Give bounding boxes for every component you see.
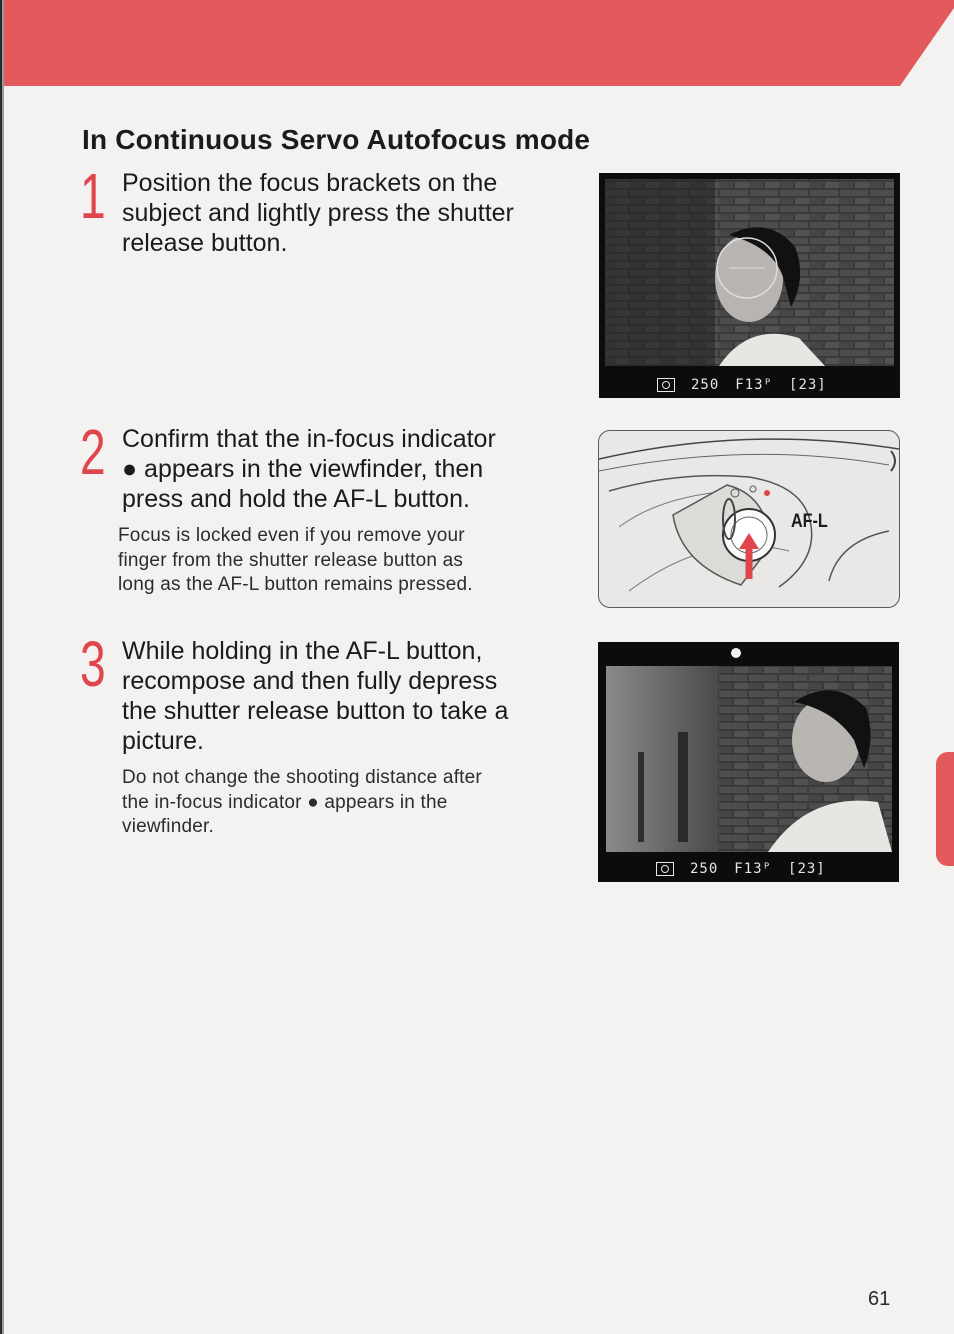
afl-button-diagram	[598, 430, 900, 608]
frame-count-readout: [23]	[789, 377, 827, 393]
viewfinder-image-2	[598, 642, 899, 882]
step-note: Focus is locked even if you remove your finger from the shutter release button as long as the AF-L button remains pressed.	[118, 525, 473, 595]
step-instruction: While holding in the AF-L button, recompose and then fully depress the shutter release button to take a picture.	[122, 637, 509, 755]
afl-button-label: AF-L	[791, 511, 828, 532]
viewfinder-scene-icon	[598, 642, 899, 856]
header-band	[0, 0, 954, 86]
step-number: 1	[80, 160, 106, 232]
camera-body-icon	[599, 431, 899, 607]
viewfinder-lcd	[598, 856, 899, 882]
step-number: 2	[80, 416, 106, 488]
shutter-speed-readout: 250	[691, 377, 720, 393]
viewfinder-image-1	[599, 173, 900, 398]
step-1	[80, 160, 580, 258]
page-number: 61	[868, 1288, 891, 1310]
metering-icon	[656, 862, 674, 876]
page-heading: In Continuous Servo Autofocus mode	[82, 124, 591, 155]
step-instruction: Position the focus brackets on the subject and lightly press the shutter release button.	[122, 169, 514, 257]
shutter-speed-readout: 250	[690, 861, 719, 877]
chapter-tab	[936, 752, 954, 866]
viewfinder-lcd	[599, 372, 900, 398]
step-instruction: Confirm that the in-focus indicator ● appears in the viewfinder, then press and hold the AF-L button.	[122, 425, 496, 513]
aperture-readout: F13ᴾ	[734, 861, 773, 877]
step-note: Do not change the shooting distance after the in-focus indicator ● appears in the viewfinder.	[122, 767, 482, 837]
frame-count-readout: [23]	[788, 861, 826, 877]
page-edge	[0, 0, 6, 1334]
step-3	[80, 628, 580, 840]
viewfinder-scene-icon	[599, 173, 900, 372]
step-2	[80, 416, 580, 598]
aperture-readout: F13ᴾ	[735, 377, 774, 393]
metering-icon	[657, 378, 675, 392]
step-number: 3	[80, 628, 106, 700]
